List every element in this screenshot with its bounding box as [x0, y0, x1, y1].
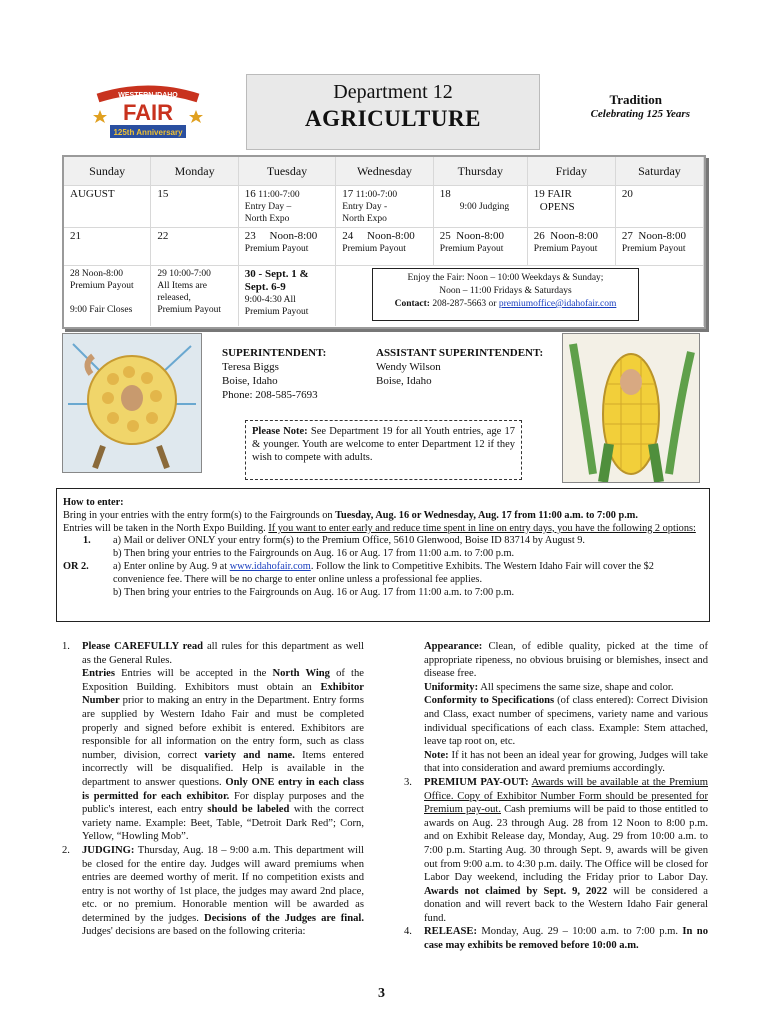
calendar-cell: 18 9:00 Judging — [433, 186, 527, 228]
department-name: AGRICULTURE — [305, 106, 481, 131]
superintendent-name: Teresa Biggs — [222, 361, 279, 373]
calendar-cell: 17 11:00-7:00 Entry Day - North Expo — [336, 186, 434, 228]
logo-main-text: FAIR — [122, 100, 174, 125]
rule-item: 3. PREMIUM PAY-OUT: Awards will be available at the Premium Office. Copy of Exhibitor Number Form should be presented for Premium pay-out. Cash premiums will be paid to those entitled to awards on Aug. 23 through Aug. 28 from 12 Noon to 8:00 p.m. and on Exhibit Release day, Monday, Aug. 29 from 10:00 a.m. to 7:00 p.m. Starting Aug. 30 through Sept. 9, awards will be given out from 9:00 a.m. to 4:30 p.m. daily. The Office will be closed for Labor Day weekend, including the Friday prior to Labor Day. Awards not claimed by Sept. 9, 2022 will be considered a donation and will revert back to the Western Idaho Fair general fund. — [404, 776, 709, 924]
superintendent-city: Boise, Idaho — [222, 375, 278, 387]
calendar-cell: 15 — [151, 186, 238, 228]
youth-note-box — [245, 420, 522, 480]
calendar-cell: AUGUST — [64, 186, 151, 228]
day-header: Saturday — [615, 157, 703, 186]
tradition-label: Tradition — [609, 92, 662, 107]
logo-top-text: WESTERN IDAHO — [118, 92, 178, 99]
assistant-superintendent-city: Boise, Idaho — [376, 375, 432, 387]
website-link[interactable]: www.idahofair.com — [229, 560, 311, 572]
note-text: See Department 19 for all Youth entries, age 17 & younger. Youth are welcome to enter Department 12 if they wish to compete with adults. — [252, 426, 515, 463]
calendar-cell: 23 Noon-8:00 Premium Payout — [238, 228, 336, 266]
day-header: Wednesday — [336, 157, 434, 186]
calendar-header-row — [64, 157, 704, 186]
contact-email-link[interactable]: premiumoffice@idahofair.com — [498, 299, 617, 309]
calendar-cell: 20 — [615, 186, 703, 228]
calendar-week-row — [64, 186, 704, 228]
assistant-superintendent-label: ASSISTANT SUPERINTENDENT: — [376, 347, 544, 359]
day-header: Friday — [527, 157, 615, 186]
calendar-cell: 21 — [64, 228, 151, 266]
superintendent-label: SUPERINTENDENT: — [222, 347, 327, 359]
assistant-superintendent-info — [376, 346, 543, 388]
calendar-cell: 22 — [151, 228, 238, 266]
corn-kernel-costume-picture — [62, 333, 202, 473]
day-header: Sunday — [64, 157, 151, 186]
how-to-enter-box: How to enter: Bring in your entries with the entry form(s) to the Fairgrounds on Tuesday, Aug. 16 or Wednesday, Aug. 17 from 11:00 a.m. to 7:00 p.m. Entries will be taken in the North Expo Building. If you want to enter early and reduce time spent in line on entry days, you have the following 2 options: 1. a) Mail or deliver ONLY your entry form(s) to the Premium Office, 5610 Glenwood, Boise ID 83714 by August 9. b) Then bring your entries to the Fairgrounds on Aug. 16 or Aug. 17 from 11:00 a.m. to 7:00 p.m. OR 2. a) Enter online by Aug. 9 at www.idahofair.com. Follow the link to Competitive Exhibits. The Western Idaho Fair will cover the $2 convenience fee. There will be no charge to enter online unless a professional fee applies. b) Then bring your entries to the Fairgrounds on Aug. 16 or Aug. 17 from 11:00 a.m. to 7:00 p.m. — [56, 488, 710, 622]
calendar-cell: 30 - Sept. 1 & Sept. 6-9 9:00-4:30 All Premium Payout — [238, 266, 336, 326]
fair-hours-box — [372, 268, 639, 321]
rule-item: 4. RELEASE: Monday, Aug. 29 – 10:00 a.m. to 7:00 p.m. In no case may exhibits be removed before 10:00 a.m. — [404, 926, 708, 952]
corn-cob-costume-picture — [562, 333, 700, 483]
calendar-cell: 28 Noon-8:00 Premium Payout 9:00 Fair Closes — [64, 266, 151, 326]
department-title-box — [246, 74, 540, 150]
calendar-cell: 29 10:00-7:00 All Items are released, Premium Payout — [151, 266, 238, 326]
rule-item: 1. Please CAREFULLY read all rules for this department as well as the General Rules. Entries Entries will be accepted in the North Wing of the Exposition Building. Exhibitors must obtain an Exhibitor Number prior to making an entry in the Department. Entry forms are supplied by Western Idaho Fair and must be completed properly and signed before exhibit is entered. Exhibitors are responsible for all information on the entry form, such as class number, division, correct variety and name. Items entered incorrectly will be disqualified. Help is available in the department to answer questions. Only ONE entry in each class is permitted for each exhibitor. For display purposes and the public's interest, each entry should be labeled with the correct variety name. Example: Beet, Table, “Detroit Dark Red”; Corn, Yellow, “Howling Mob”. — [62, 641, 364, 843]
calendar-cell: 24 Noon-8:00 Premium Payout — [336, 228, 434, 266]
calendar-cell: 27 Noon-8:00 Premium Payout — [615, 228, 703, 266]
calendar-week-row — [64, 228, 704, 266]
contact-line: Contact: 208-287-5663 or premiumoffice@idahofair.com — [394, 299, 617, 309]
note-label: Please Note: — [252, 426, 308, 437]
superintendent-info — [222, 346, 326, 402]
fair-logo — [88, 80, 208, 142]
celebrating-label: Celebrating 125 Years — [590, 108, 690, 120]
day-header: Tuesday — [238, 157, 336, 186]
how-to-enter-title: How to enter: — [63, 497, 124, 508]
calendar-cell: 16 11:00-7:00 Entry Day – North Expo — [238, 186, 336, 228]
calendar-cell: 26 Noon-8:00 Premium Payout — [527, 228, 615, 266]
day-header: Thursday — [433, 157, 527, 186]
rule-item: 2. JUDGING: Thursday, Aug. 18 – 9:00 a.m. This department will be closed for the entire day. Judges will award premiums when entries are deemed worthy of merit. If no competition exists and entry is not worthy of 1st place, the judges may award 2nd place, etc. or no premium. Honorable mention will be awarded as determined by the judges. Decisions of the Judges are final. Judges' decisions are based on the following criteria: — [62, 844, 364, 938]
day-header: Monday — [151, 157, 238, 186]
calendar-cell: 25 Noon-8:00 Premium Payout — [433, 228, 527, 266]
department-number: Department 12 — [333, 81, 453, 103]
fair-hours-line: Noon – 11:00 Fridays & Saturdays — [439, 286, 572, 296]
rules-left-column — [62, 640, 364, 939]
rules-right-column: Appearance: Clean, of edible quality, picked at the time of appropriate ripeness, no obvious bruising or blemishes, insect and disease free. Uniformity: All specimens the same size, shape and color. Conformity to Specifications (of class entered): Correct Division and Class, exact number of specimens, variety name and various individual specifications of each class. Example: Stem attached, leave tap root on, etc. Note: If it has not been an ideal year for growing, Judges will take that into consideration and award premiums accordingly. 3. PREMIUM PAY-OUT: Awards will be available at the Premium Office. Copy of Exhibitor Number Form should be presented for Premium pay-out. Cash premiums will be paid to those entitled to awards on Aug. 23 through Aug. 28 from 12 Noon to 8:00 p.m. and on Exhibit Release day, Monday, Aug. 29 from 10:00 a.m. to 7:00 p.m. Starting Aug. 30 through Sept. 9, awards will be given out from 9:00 a.m. to 4:30 p.m. daily. The Office will be closed for Labor Day weekend, including the Friday prior to Labor Day. Awards not claimed by Sept. 9, 2022 will be considered a donation and will revert back to the Western Idaho Fair general fund. 4. RELEASE: Monday, Aug. 29 – 10:00 a.m. to 7:00 p.m. In no case may exhibits be removed before 10:00 a.m. — [404, 641, 709, 952]
page-number: 3 — [378, 986, 385, 1001]
fair-hours-line: Enjoy the Fair: Noon – 10:00 Weekdays & Sunday; — [407, 273, 604, 283]
logo-anniversary-text: 125th Anniversary — [113, 128, 183, 137]
assistant-superintendent-name: Wendy Wilson — [376, 361, 441, 373]
superintendent-phone: Phone: 208-585-7693 — [222, 389, 318, 401]
calendar-cell: 19 FAIR OPENS — [527, 186, 615, 228]
